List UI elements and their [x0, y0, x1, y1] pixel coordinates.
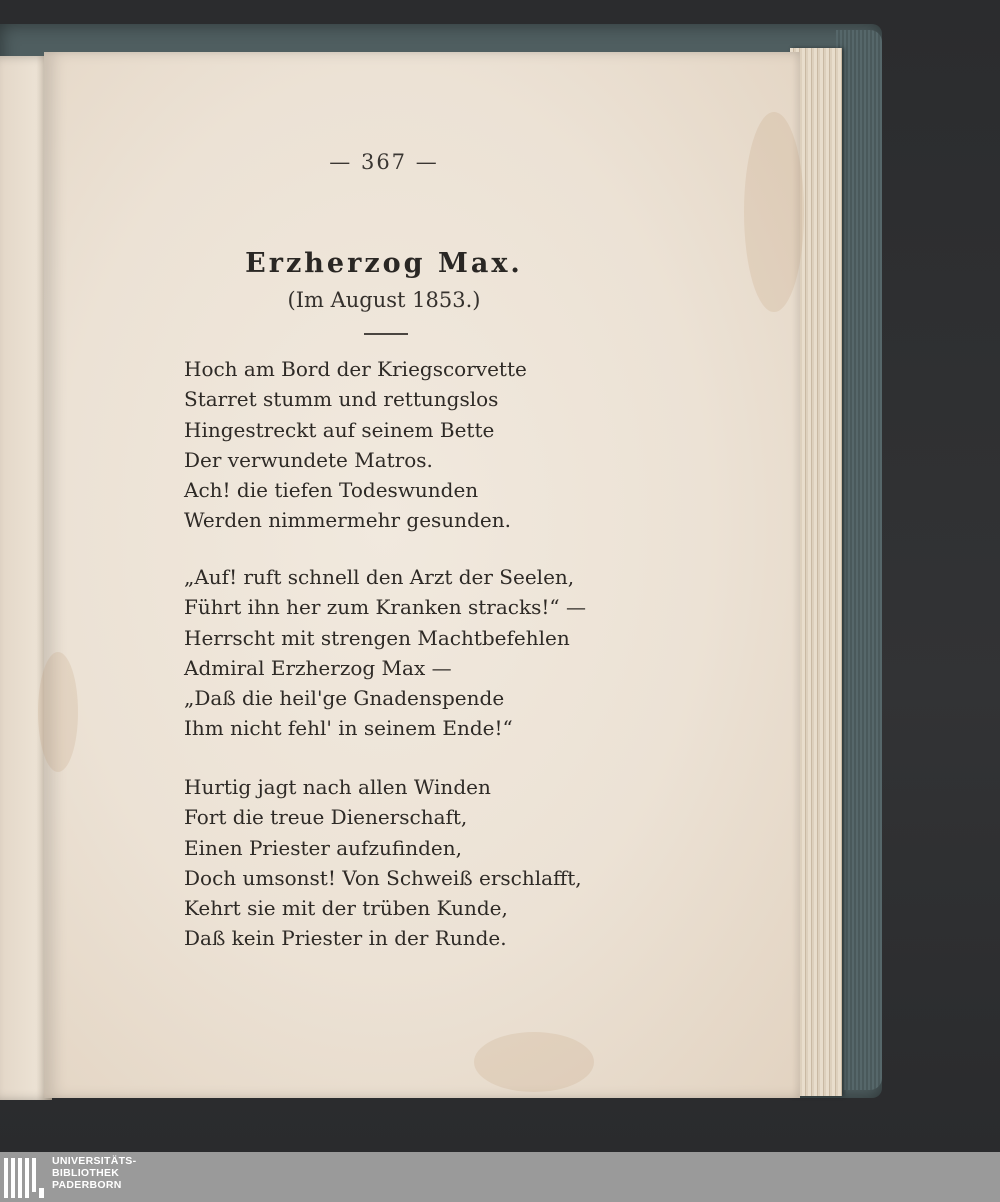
stain [744, 112, 804, 312]
poem-title: Erzherzog Max. [245, 248, 523, 279]
stain [38, 652, 78, 772]
poem-line: Herrscht mit strengen Machtbefehlen [184, 625, 570, 650]
poem-subtitle: (Im August 1853.) [287, 288, 481, 312]
library-footer [0, 1152, 1000, 1202]
poem-line: Hingestreckt auf seinem Bette [184, 417, 495, 442]
stanza-1 [184, 354, 704, 536]
poem-line: „Auf! ruft schnell den Arzt der Seelen, [184, 565, 575, 589]
poem-line: Daß kein Priester in der Runde. [184, 926, 507, 951]
stain [474, 1032, 594, 1092]
title-rule [364, 333, 408, 335]
poem-line: Einen Priester aufzufinden, [184, 835, 462, 860]
poem-line: Hoch am Bord der Kriegscorvette [184, 357, 527, 381]
library-logo-icon [4, 1158, 48, 1198]
poem-line: „Daß die heil'ge Gnadenspende [184, 686, 505, 711]
poem-line: Fort die treue Dienerschaft, [184, 805, 468, 830]
poem-line: Werden nimmermehr gesunden. [184, 508, 511, 533]
book-cover-edge [836, 30, 882, 1090]
book-page [44, 52, 800, 1098]
poem-line: Starret stumm und rettungslos [184, 387, 499, 412]
poem-line: Führt ihn her zum Kranken stracks!“ — [184, 595, 586, 620]
poem-line: Admiral Erzherzog Max — [184, 655, 452, 680]
poem-line: Ach! die tiefen Todeswunden [184, 478, 479, 503]
page-number: — 367 — [329, 150, 439, 174]
logo-line: UNIVERSITÄTS- [52, 1155, 137, 1167]
stanza-2 [184, 562, 704, 744]
poem-line: Doch umsonst! Von Schweiß erschlafft, [184, 865, 582, 890]
logo-line: PADERBORN [52, 1179, 122, 1191]
poem-line: Hurtig jagt nach allen Winden [184, 775, 491, 799]
poem-line: Ihm nicht fehl' in seinem Ende!“ [184, 716, 513, 741]
poem-line: Der verwundete Matros. [184, 447, 433, 472]
poem-line: Kehrt sie mit der trüben Kunde, [184, 896, 508, 921]
stanza-3 [184, 772, 704, 954]
library-logo-text [52, 1155, 136, 1191]
logo-line: BIBLIOTHEK [52, 1167, 120, 1179]
